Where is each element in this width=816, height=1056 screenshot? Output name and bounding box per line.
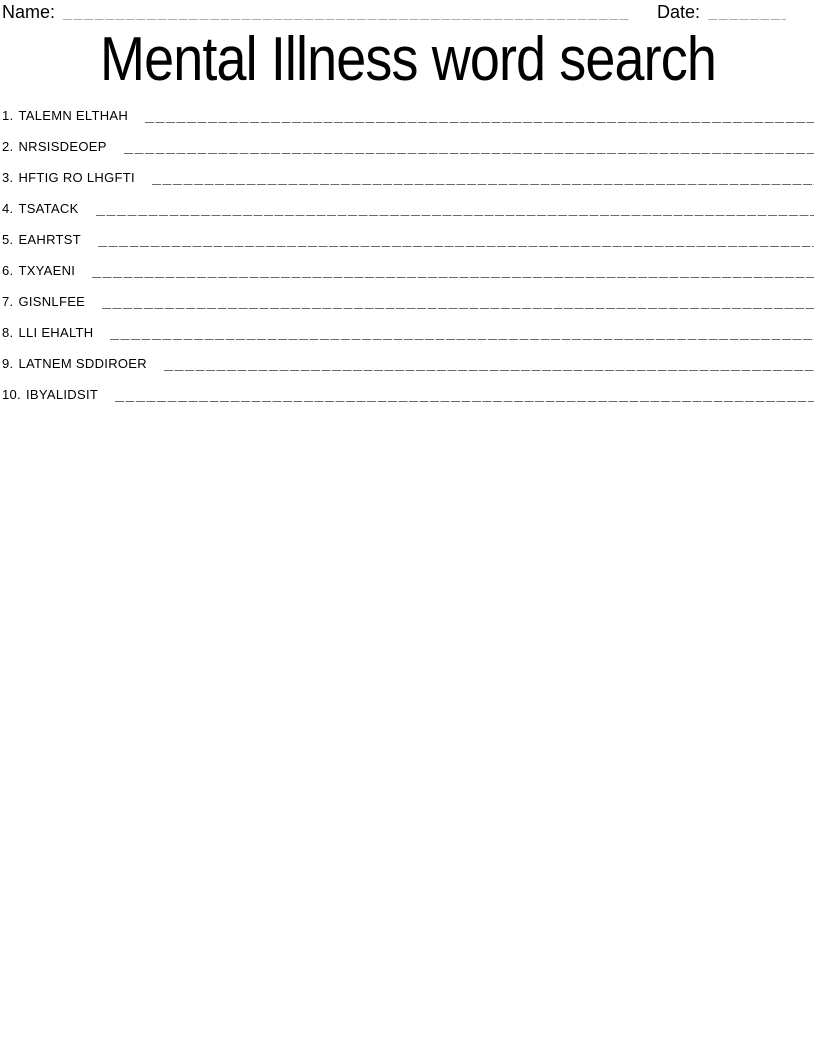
- word-list-item: [2, 139, 814, 170]
- word-label: [2, 139, 107, 154]
- answer-blank-line: [102, 308, 814, 309]
- word-number: 3.: [2, 170, 14, 186]
- name-blank-line: [63, 19, 630, 20]
- word-scrambled: HFTIG RO LHGFTI: [18, 170, 135, 186]
- word-number: 9.: [2, 356, 14, 372]
- word-label: [2, 356, 147, 371]
- word-number: 4.: [2, 201, 14, 217]
- word-scrambled: TSATACK: [18, 201, 79, 217]
- word-list-item: [2, 356, 814, 387]
- word-label: [2, 201, 79, 216]
- word-scrambled: NRSISDEOEP: [18, 139, 107, 155]
- answer-blank-line: [110, 339, 814, 340]
- word-scrambled: LLI EHALTH: [18, 325, 94, 341]
- answer-blank-line: [145, 122, 814, 123]
- word-scrambled: GISNLFEE: [18, 294, 86, 310]
- date-blank-line: [708, 19, 786, 20]
- word-label: [2, 108, 128, 123]
- word-label: [2, 387, 98, 402]
- date-label: Date:: [656, 2, 700, 22]
- word-number: 10.: [2, 387, 21, 403]
- name-label: Name:: [2, 2, 56, 22]
- word-list-item: [2, 232, 814, 263]
- word-number: 5.: [2, 232, 14, 248]
- answer-blank-line: [152, 184, 814, 185]
- answer-blank-line: [96, 215, 814, 216]
- word-scrambled: LATNEM SDDIROER: [18, 356, 147, 372]
- answer-blank-line: [92, 277, 814, 278]
- word-list-item: [2, 294, 814, 325]
- word-list-item: [2, 108, 814, 139]
- page-title: Mental Illness word search: [100, 25, 716, 94]
- word-list-item: [2, 263, 814, 294]
- answer-blank-line: [164, 370, 814, 371]
- word-scrambled: IBYALIDSIT: [25, 387, 99, 403]
- word-list-item: [2, 170, 814, 201]
- word-scrambled: TXYAENI: [18, 263, 76, 279]
- worksheet-header: [0, 0, 816, 23]
- word-label: [2, 263, 75, 278]
- word-scrambled: EAHRTST: [18, 232, 81, 248]
- word-list: [0, 108, 816, 418]
- word-label: [2, 232, 81, 247]
- word-number: 8.: [2, 325, 14, 341]
- title-container: [0, 25, 816, 94]
- answer-blank-line: [115, 401, 814, 402]
- answer-blank-line: [98, 246, 814, 247]
- word-list-item: [2, 387, 814, 418]
- word-list-item: [2, 201, 814, 232]
- word-label: [2, 325, 93, 340]
- word-number: 7.: [2, 294, 14, 310]
- word-number: 2.: [2, 139, 14, 155]
- word-scrambled: TALEMN ELTHAH: [18, 108, 129, 124]
- word-list-item: [2, 325, 814, 356]
- word-number: 1.: [2, 108, 14, 124]
- answer-blank-line: [124, 153, 814, 154]
- word-label: [2, 170, 135, 185]
- word-number: 6.: [2, 263, 14, 279]
- word-label: [2, 294, 85, 309]
